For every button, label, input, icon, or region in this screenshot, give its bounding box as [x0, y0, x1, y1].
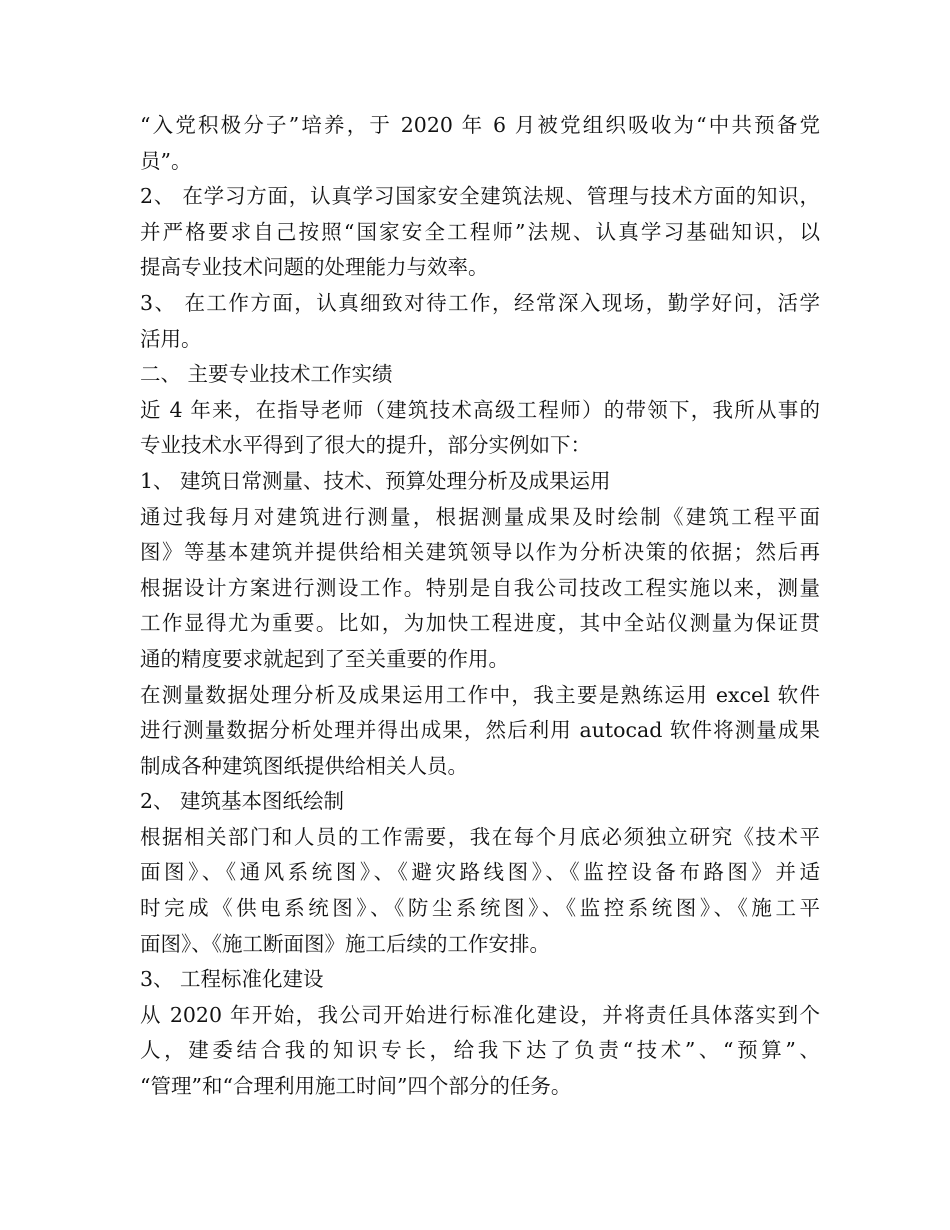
text-line: 制成各种建筑图纸提供给相关人员。: [140, 753, 468, 778]
text-line: 3、 在工作方面，认真细致对待工作，经常深入现场，勤学好问，活学: [140, 290, 820, 315]
text-line: 面图》、《施工断面图》施工后续的工作安排。: [140, 931, 550, 956]
section-heading: 二、 主要专业技术工作实绩: [140, 362, 393, 387]
text-line: 通过我每月对建筑进行测量，根据测量成果及时绘制《建筑工程平面: [140, 504, 820, 529]
text-line: 2、 在学习方面，认真学习国家安全建筑法规、管理与技术方面的知识，: [140, 184, 820, 209]
text-line: 根据设计方案进行测设工作。特别是自我公司技改工程实施以来，测量: [140, 575, 820, 600]
text-line: 提高专业技术问题的处理能力与效率。: [140, 255, 489, 280]
text-line: “管理”和“合理利用施工时间”四个部分的任务。: [140, 1074, 572, 1099]
text-line: 通的精度要求就起到了至关重要的作用。: [140, 646, 509, 671]
text-line: 进行测量数据分析处理并得出成果，然后利用 autocad 软件将测量成果: [140, 718, 820, 743]
text-line: 在测量数据处理分析及成果运用工作中，我主要是熟练运用 excel 软件: [140, 682, 820, 707]
subsection-heading: 1、 建筑日常测量、技术、预算处理分析及成果运用: [140, 468, 611, 493]
text-line: 员”。: [140, 148, 192, 173]
subsection-heading: 2、 建筑基本图纸绘制: [140, 789, 345, 814]
text-line: 活用。: [140, 326, 202, 351]
text-line: 并严格要求自己按照“国家安全工程师”法规、认真学习基础知识，以: [140, 219, 820, 244]
text-line: 从 2020 年开始，我公司开始进行标准化建设，并将责任具体落实到个: [140, 1002, 820, 1027]
text-line: 近 4 年来，在指导老师（建筑技术高级工程师）的带领下，我所从事的: [140, 397, 820, 422]
text-line: 人，建委结合我的知识专长，给我下达了负责“技术”、“预算”、: [140, 1038, 820, 1063]
text-line: “入党积极分子”培养，于 2020 年 6 月被党组织吸收为“中共预备党: [140, 113, 820, 137]
text-line: 图》等基本建筑并提供给相关建筑领导以作为分析决策的依据；然后再: [140, 540, 820, 565]
document-body: [140, 108, 820, 1105]
text-line: 工作显得尤为重要。比如，为加快工程进度，其中全站仪测量为保证贯: [140, 611, 820, 636]
text-line: 面图》、《通风系统图》、《避灾路线图》、《监控设备布路图》并适: [140, 860, 820, 885]
subsection-heading: 3、 工程标准化建设: [140, 967, 324, 992]
text-line: 时完成《供电系统图》、《防尘系统图》、《监控系统图》、《施工平: [140, 896, 820, 921]
text-line: 根据相关部门和人员的工作需要，我在每个月底必须独立研究《技术平: [140, 824, 820, 849]
text-line: 专业技术水平得到了很大的提升，部分实例如下：: [140, 433, 591, 458]
